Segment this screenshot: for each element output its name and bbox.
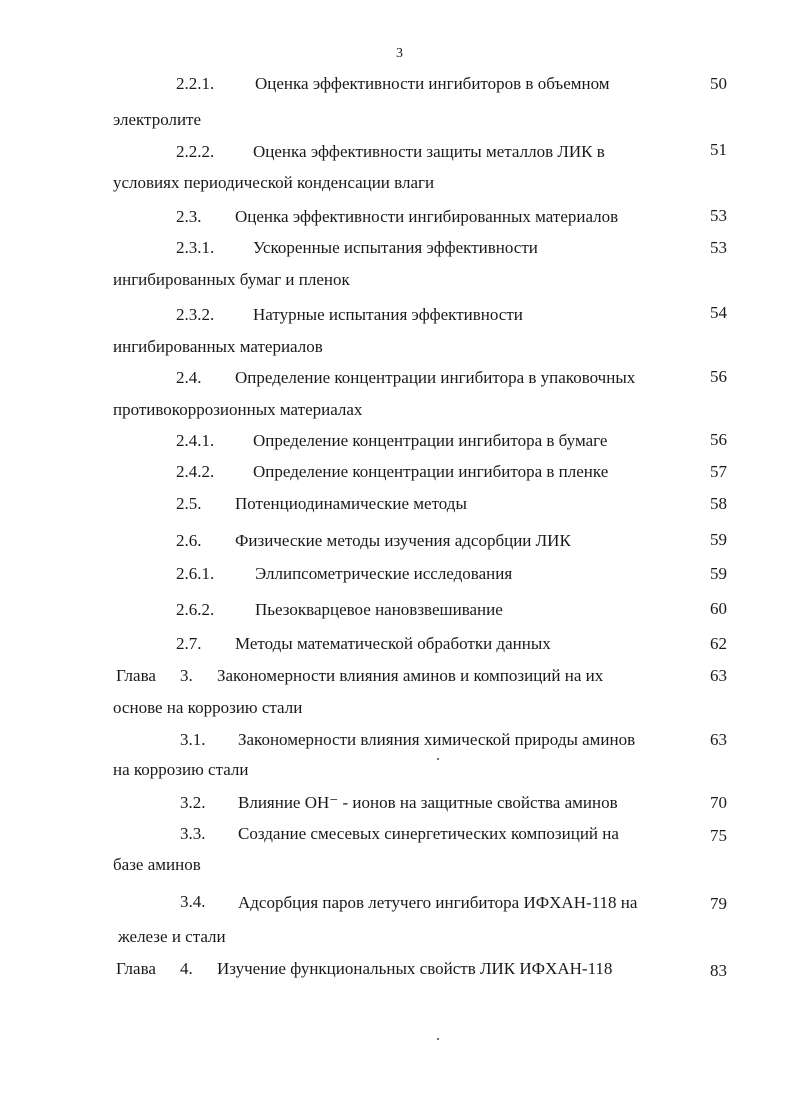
toc-entry-continuation: электролите xyxy=(113,110,202,129)
toc-entry-number: 2.2.1. xyxy=(176,74,215,93)
toc-entry-title: Определение концентрации ингибитора в бумаге xyxy=(253,431,608,450)
toc-entry-page: 53 xyxy=(710,206,727,225)
toc-entry-number: 3.1. xyxy=(180,730,206,749)
toc-entry-title: Потенциодинамические методы xyxy=(235,494,467,513)
toc-entry-number: 2.6.1. xyxy=(176,564,215,583)
toc-entry-number: 2.4.2. xyxy=(176,462,215,481)
scan-speck xyxy=(437,758,439,760)
toc-entry-continuation: железе и стали xyxy=(118,927,226,946)
toc-entry-title: Методы математической обработки данных xyxy=(235,634,551,653)
toc-entry-page: 50 xyxy=(710,74,727,93)
toc-entry-number: 2.3. xyxy=(176,207,202,226)
toc-entry-title: Создание смесевых синергетических композиций на xyxy=(238,824,619,843)
toc-entry-page: 59 xyxy=(710,564,727,583)
toc-entry-title: Ускоренные испытания эффективности xyxy=(253,238,538,257)
toc-entry-number: 2.4. xyxy=(176,368,202,387)
toc-entry-page: 79 xyxy=(710,894,727,913)
toc-entry-title: Физические методы изучения адсорбции ЛИК xyxy=(235,531,571,550)
toc-entry-title: Изучение функциональных свойств ЛИК ИФХАН-118 xyxy=(217,959,613,978)
toc-entry-number: 3.2. xyxy=(180,793,206,812)
toc-entry-page: 83 xyxy=(710,961,727,980)
toc-entry-page: 70 xyxy=(710,793,727,812)
toc-entry-number: 2.4.1. xyxy=(176,431,215,450)
toc-entry-title: Эллипсометрические исследования xyxy=(255,564,513,583)
toc-entry-page: 56 xyxy=(710,430,727,449)
toc-entry-page: 63 xyxy=(710,666,727,685)
toc-entry-continuation: противокоррозионных материалах xyxy=(113,400,363,419)
toc-entry-number: 4. xyxy=(180,959,193,978)
toc-entry-title: Оценка эффективности ингибированных материалов xyxy=(235,207,619,226)
toc-entry-title: Адсорбция паров летучего ингибитора ИФХАН-118 на xyxy=(238,893,638,912)
toc-entry-continuation: ингибированных материалов xyxy=(113,337,323,356)
toc-entry-title: Пьезокварцевое нановзвешивание xyxy=(255,600,503,619)
toc-entry-title: Натурные испытания эффективности xyxy=(253,305,523,324)
toc-entry-title: Влияние ОН⁻ - ионов на защитные свойства аминов xyxy=(238,793,618,812)
toc-entry-number: 2.6. xyxy=(176,531,202,550)
toc-entry-page: 53 xyxy=(710,238,727,257)
toc-entry-number: 2.2.2. xyxy=(176,142,215,161)
toc-entry-title: Оценка эффективности ингибиторов в объемном xyxy=(255,74,610,93)
toc-entry-continuation: основе на коррозию стали xyxy=(113,698,303,717)
toc-entry-number: 3.3. xyxy=(180,824,206,843)
toc-entry-page: 56 xyxy=(710,367,727,386)
toc-entry-title: Определение концентрации ингибитора в пленке xyxy=(253,462,609,481)
scan-speck xyxy=(437,1038,439,1040)
toc-entry-page: 60 xyxy=(710,599,727,618)
toc-entry-number: 2.3.1. xyxy=(176,238,215,257)
toc-entry-page: 63 xyxy=(710,730,727,749)
toc-chapter-prefix: Глава xyxy=(116,666,156,685)
toc-entry-number: 2.3.2. xyxy=(176,305,215,324)
toc-entry-page: 58 xyxy=(710,494,727,513)
toc-entry-page: 54 xyxy=(710,303,727,322)
toc-entry-page: 57 xyxy=(710,462,727,481)
toc-entry-continuation: на коррозию стали xyxy=(113,760,249,779)
toc-entry-title: Определение концентрации ингибитора в упаковочных xyxy=(235,368,636,387)
toc-entry-page: 59 xyxy=(710,530,727,549)
toc-entry-number: 2.5. xyxy=(176,494,202,513)
toc-entry-page: 62 xyxy=(710,634,727,653)
toc-entry-number: 3.4. xyxy=(180,892,206,911)
page-number: 3 xyxy=(396,46,403,61)
toc-entry-continuation: условиях периодической конденсации влаги xyxy=(113,173,435,192)
toc-chapter-prefix: Глава xyxy=(116,959,156,978)
toc-entry-title: Закономерности влияния аминов и композиций на их xyxy=(217,666,604,685)
toc-entry-title: Закономерности влияния химической природы аминов xyxy=(238,730,636,749)
toc-entry-number: 2.7. xyxy=(176,634,202,653)
toc-entry-page: 75 xyxy=(710,826,727,845)
toc-entry-title: Оценка эффективности защиты металлов ЛИК в xyxy=(253,142,605,161)
toc-entry-continuation: ингибированных бумаг и пленок xyxy=(113,270,350,289)
toc-entry-continuation: базе аминов xyxy=(113,855,201,874)
toc-entry-number: 3. xyxy=(180,666,193,685)
toc-entry-number: 2.6.2. xyxy=(176,600,215,619)
toc-entry-page: 51 xyxy=(710,140,727,159)
